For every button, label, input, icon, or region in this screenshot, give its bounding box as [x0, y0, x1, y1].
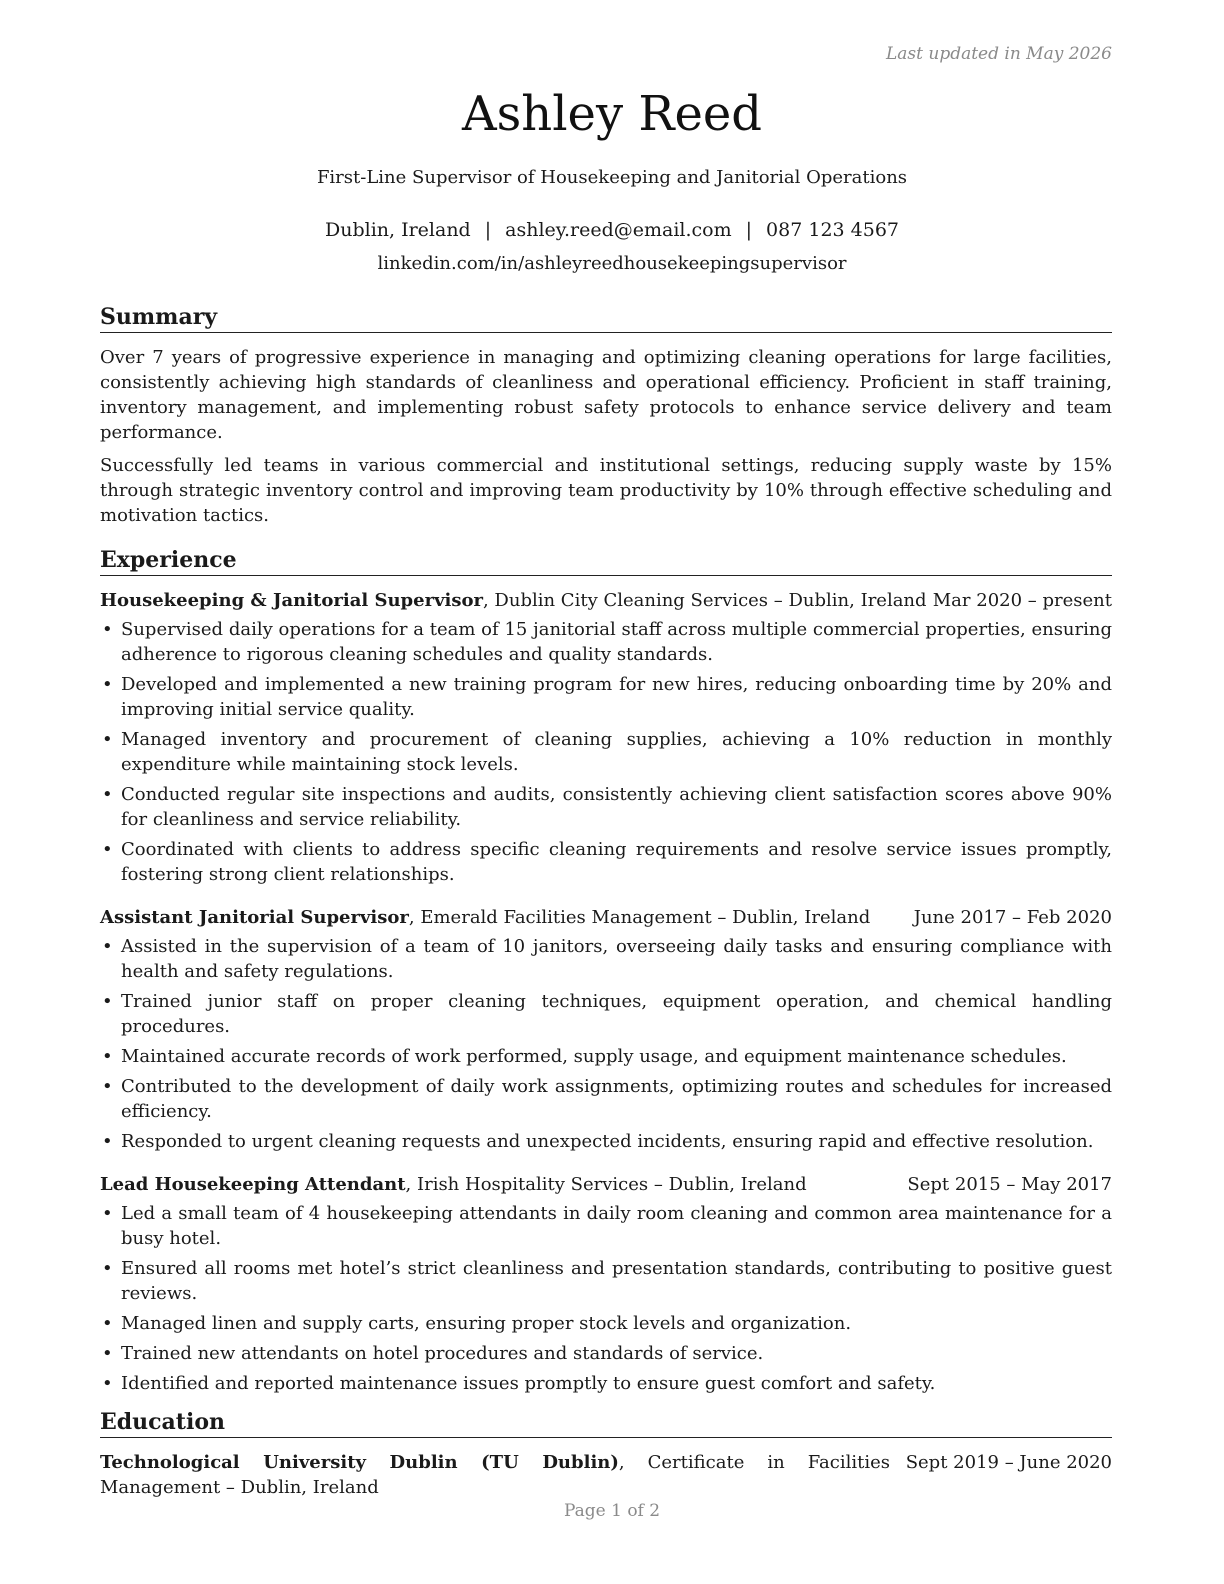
- linkedin-link[interactable]: linkedin.com/in/ashleyreedhousekeepingsupervisor: [377, 253, 847, 274]
- job-bullet: • Ensured all rooms met hotel’s strict cleanliness and presentation standards, contributing to positive guest reviews.: [100, 1256, 1112, 1306]
- job-bullets: [100, 617, 1112, 887]
- job-entry: [100, 588, 1112, 887]
- job-bullets: [100, 934, 1112, 1154]
- job-organization: , Dublin City Cleaning Services – Dublin, Ireland: [482, 590, 927, 611]
- candidate-headline: First-Line Supervisor of Housekeeping and Janitorial Operations: [316, 167, 908, 188]
- contact-email[interactable]: ashley.reed@email.com: [505, 219, 732, 241]
- job-bullet: • Conducted regular site inspections and audits, consistently achieving client satisfaction scores above 90% for cleanliness and service reliability.: [100, 782, 1112, 832]
- candidate-name: Ashley Reed: [461, 86, 763, 142]
- job-bullet: • Trained junior staff on proper cleaning techniques, equipment operation, and chemical handling procedures.: [100, 989, 1112, 1039]
- education-school: Technological University Dublin (TU Dublin): [100, 1452, 619, 1473]
- job-dates: June 2017 – Feb 2020: [913, 907, 1112, 928]
- job-bullet: • Trained new attendants on hotel procedures and standards of service.: [100, 1341, 1112, 1366]
- job-bullet: • Identified and reported maintenance issues promptly to ensure guest comfort and safety.: [100, 1371, 1112, 1396]
- last-updated-note: Last updated in May 2026: [885, 44, 1112, 64]
- page-number: Page 1 of 2: [563, 1501, 661, 1521]
- education-section: [100, 1408, 1112, 1500]
- summary-paragraph: Successfully led teams in various commercial and institutional settings, reducing supply waste by 15% through strategic inventory control and improving team productivity by 10% through effective scheduling and motivation tactics.: [100, 455, 1112, 526]
- section-title-education: Education: [100, 1408, 1112, 1438]
- section-title-summary: Summary: [100, 303, 1112, 333]
- education-title-line: [100, 1450, 890, 1500]
- job-role: Lead Housekeeping Attendant: [100, 1174, 406, 1195]
- education-entry: [100, 1450, 1112, 1500]
- experience-section: [100, 546, 1112, 1396]
- job-role: Housekeeping & Janitorial Supervisor: [100, 590, 483, 611]
- summary-section: [100, 303, 1112, 528]
- job-role: Assistant Janitorial Supervisor: [100, 907, 409, 928]
- job-dates: Mar 2020 – present: [932, 590, 1112, 611]
- job-header: [100, 1172, 1112, 1197]
- education-detail: , Certificate in Facilities Management – Dublin, Ireland: [100, 1452, 890, 1498]
- job-entry: [100, 1172, 1112, 1396]
- contact-separator: |: [745, 219, 753, 241]
- job-dates: Sept 2015 – May 2017: [907, 1174, 1112, 1195]
- contact-phone[interactable]: 087 123 4567: [766, 219, 900, 241]
- contact-separator: |: [484, 219, 492, 241]
- job-bullet: • Managed inventory and procurement of cleaning supplies, achieving a 10% reduction in monthly expenditure while maintaining stock levels.: [100, 727, 1112, 777]
- job-bullet: • Supervised daily operations for a team of 15 janitorial staff across multiple commercial properties, ensuring adherence to rigorous cleaning schedules and quality standards.: [100, 617, 1112, 667]
- job-entry: [100, 905, 1112, 1154]
- job-organization: , Emerald Facilities Management – Dublin, Ireland: [408, 907, 871, 928]
- job-bullet: • Coordinated with clients to address specific cleaning requirements and resolve service issues promptly, fostering strong client relationships.: [100, 837, 1112, 887]
- job-bullet: • Maintained accurate records of work performed, supply usage, and equipment maintenance schedules.: [100, 1044, 1112, 1069]
- job-title-line: [100, 588, 927, 613]
- resume-content: [100, 303, 1112, 1500]
- job-bullet: • Assisted in the supervision of a team of 10 janitors, overseeing daily tasks and ensuring compliance with health and safety regulations.: [100, 934, 1112, 984]
- job-bullet: • Contributed to the development of daily work assignments, optimizing routes and schedules for increased efficiency.: [100, 1074, 1112, 1124]
- job-header: [100, 588, 1112, 613]
- job-bullet: • Led a small team of 4 housekeeping attendants in daily room cleaning and common area maintenance for a busy hotel.: [100, 1201, 1112, 1251]
- contact-line: [0, 219, 1224, 241]
- job-bullet: • Developed and implemented a new training program for new hires, reducing onboarding time by 20% and improving initial service quality.: [100, 672, 1112, 722]
- job-bullets: [100, 1201, 1112, 1396]
- job-bullet: • Responded to urgent cleaning requests and unexpected incidents, ensuring rapid and effective resolution.: [100, 1129, 1112, 1154]
- job-organization: , Irish Hospitality Services – Dublin, Ireland: [405, 1174, 807, 1195]
- job-title-line: [100, 1172, 807, 1197]
- section-title-experience: Experience: [100, 546, 1112, 576]
- summary-paragraph: Over 7 years of progressive experience in managing and optimizing cleaning operations for large facilities, consistently achieving high standards of cleanliness and operational efficiency. Proficient in staff training, inventory management, and implementing robust safety protocols to enhance service delivery and team performance.: [100, 347, 1112, 443]
- job-bullet: • Managed linen and supply carts, ensuring proper stock levels and organization.: [100, 1311, 1112, 1336]
- job-title-line: [100, 905, 870, 930]
- job-header: [100, 905, 1112, 930]
- contact-location: Dublin, Ireland: [324, 219, 471, 241]
- education-dates: Sept 2019 – June 2020: [905, 1452, 1112, 1473]
